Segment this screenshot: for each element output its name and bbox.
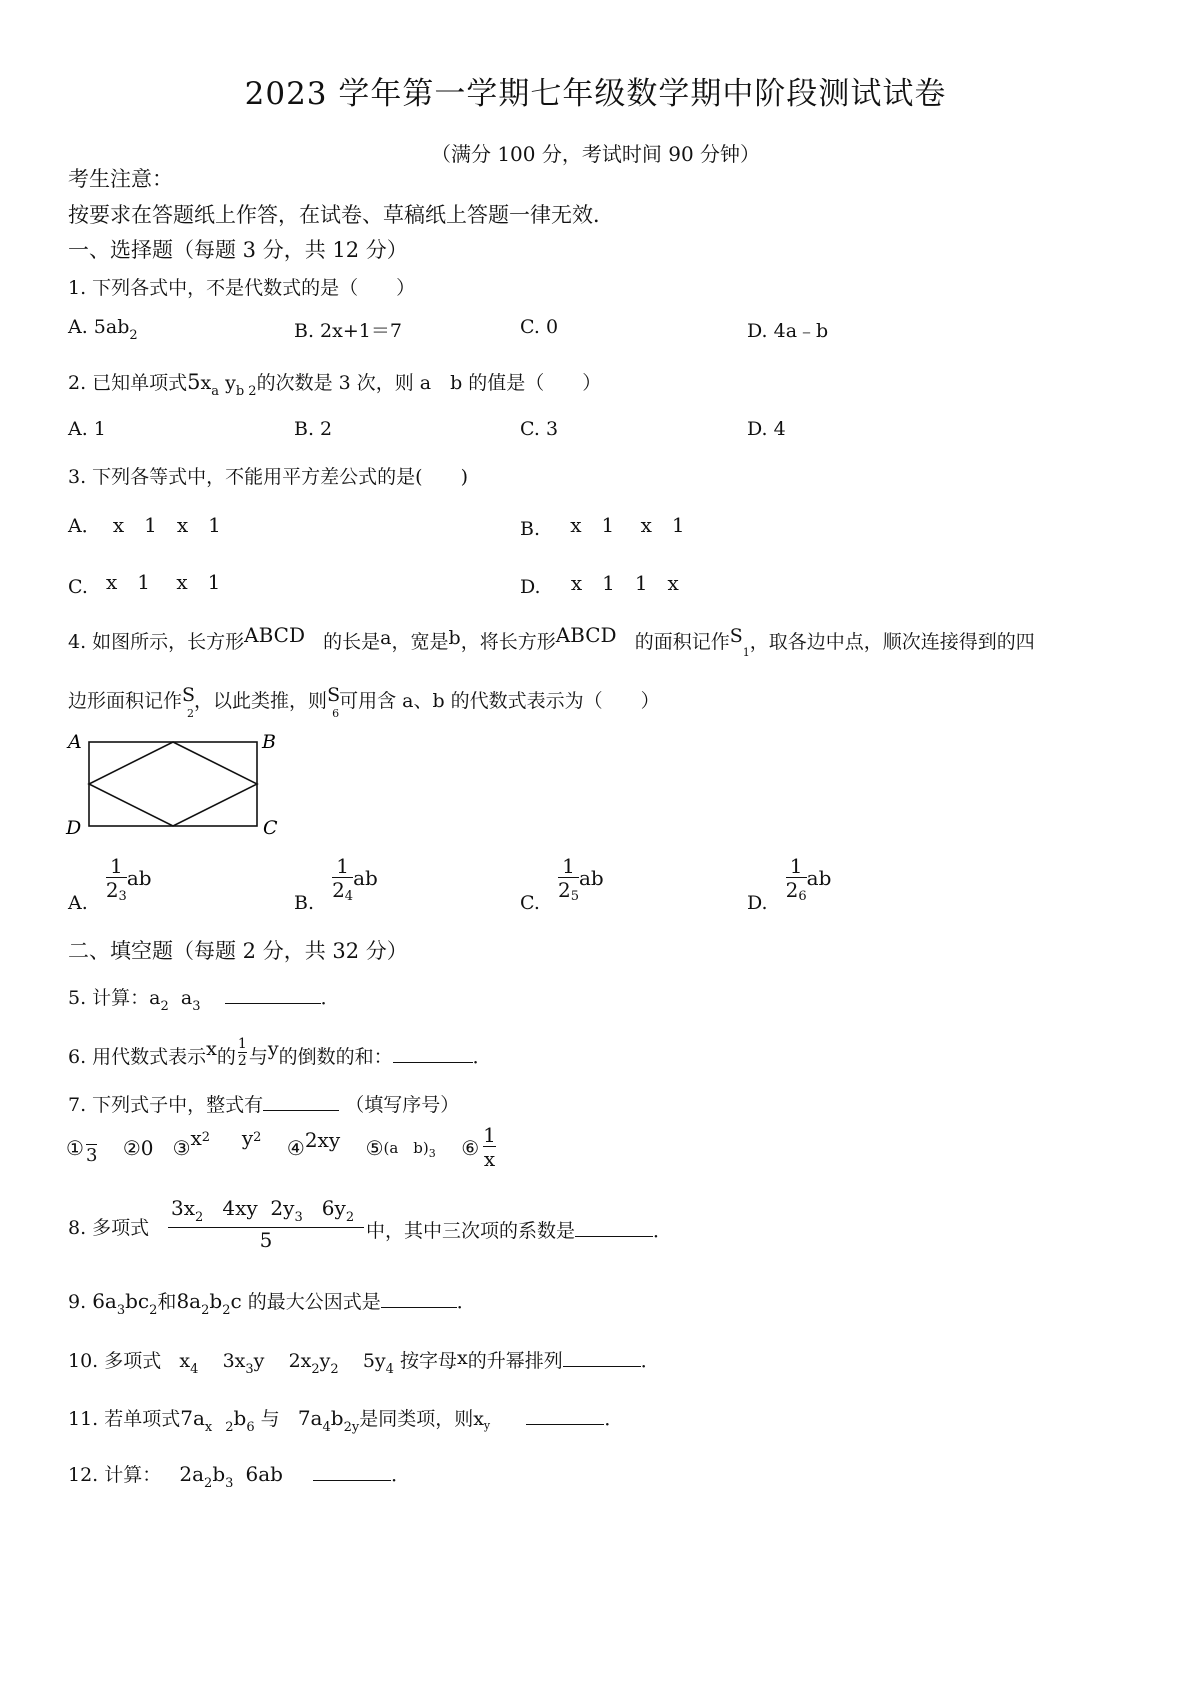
q10-p3e: 2 xyxy=(311,1362,320,1377)
q7-item5-e: 3 xyxy=(428,1147,436,1160)
q11-mid: 与 xyxy=(260,1408,280,1430)
q4-line1 xyxy=(68,623,1035,659)
q8-n1e: 2 xyxy=(195,1210,204,1225)
notice-heading: 考生注意： xyxy=(68,167,173,191)
q4-option-b xyxy=(294,854,378,914)
q12-t1: 2a xyxy=(179,1462,205,1486)
q11-line xyxy=(68,1404,623,1435)
q4-opt-d-tail: ab xyxy=(806,866,832,890)
q3-option-a xyxy=(68,509,221,538)
frac-denominator: 3 xyxy=(85,1145,98,1166)
q7-item3-xe: 2 xyxy=(201,1130,211,1145)
q3-c-label: C. xyxy=(68,576,88,598)
q3-stem: 3. 下列各等式中，不能用平方差公式的是( ) xyxy=(68,466,468,488)
q11-answer-blank[interactable] xyxy=(526,1422,604,1425)
frac-denominator xyxy=(558,878,579,909)
page-title: 2023 学年第一学期七年级数学期中阶段测试试卷 xyxy=(244,76,947,112)
q7-stem xyxy=(68,1090,459,1117)
q10-line xyxy=(68,1346,660,1377)
q7-item3-x: x xyxy=(190,1126,202,1150)
q1-option-d: D. 4a﹣b xyxy=(747,320,829,342)
q4-opt-c-frac xyxy=(558,855,579,909)
q3-d-label: D. xyxy=(520,576,541,598)
q5-prefix: 5. 计算： xyxy=(68,987,150,1009)
q11-t1: 7a xyxy=(180,1406,205,1430)
q10-p2: 3x xyxy=(222,1350,246,1372)
q11-suffix: 是同类项，则 xyxy=(359,1408,474,1430)
q4-text-b: 的长是 xyxy=(323,631,381,653)
q7-item4-marker: ④ xyxy=(286,1136,305,1160)
q4-text-e: 的面积记作 xyxy=(634,631,730,653)
q4-option-d xyxy=(747,854,832,914)
q6-x: x xyxy=(206,1038,217,1060)
q10-p2e: 3 xyxy=(245,1362,254,1377)
q5-line xyxy=(68,983,340,1014)
q4-s1: S xyxy=(729,625,743,647)
q11-end: ． xyxy=(604,1408,624,1430)
q6-suffix: 的倒数的和： xyxy=(278,1046,393,1068)
q4-opt-b-label: B. xyxy=(294,892,315,914)
q4-option-c xyxy=(520,854,604,914)
q6-mid2: 与 xyxy=(248,1046,268,1068)
q2-option-b: B. 2 xyxy=(294,418,333,440)
q4-opt-a-label: A. xyxy=(68,892,88,914)
q4-text-h: ，以此类推，则 xyxy=(194,690,328,712)
q11-t1be: 6 xyxy=(246,1420,255,1435)
q4-b: b xyxy=(448,627,461,649)
q2-stem xyxy=(68,368,601,399)
q6-mid1: 的 xyxy=(216,1046,236,1068)
q11-t2e: 4 xyxy=(322,1420,331,1435)
section1-title: 一、选择题（每题 3 分，共 12 分） xyxy=(68,238,408,262)
q7-item5-expr: (a b) xyxy=(383,1139,429,1157)
notice-text: 按要求在答题纸上作答，在试卷、草稿纸上答题一律无效． xyxy=(68,203,614,227)
q9-end: ． xyxy=(456,1291,476,1313)
q7-item5-marker: ⑤ xyxy=(365,1136,384,1160)
rectangle-abcd xyxy=(89,742,257,826)
frac-numerator: 1 xyxy=(109,854,123,878)
q4-opt-b-tail: ab xyxy=(353,866,378,890)
q5-e2: 3 xyxy=(192,999,201,1014)
q8-n3: 2y xyxy=(270,1196,295,1220)
q2-ysub: b xyxy=(235,384,245,399)
q4-abcd-2: ABCD xyxy=(555,623,617,647)
q4-text-a: 4. 如图所示，长方形 xyxy=(68,631,245,653)
q9-line xyxy=(68,1287,476,1318)
q6-prefix: 6. 用代数式表示 xyxy=(68,1046,207,1068)
q8-prefix: 8. 多项式 xyxy=(68,1217,150,1239)
frac-den-base: 2 xyxy=(785,878,799,902)
q12-end: ． xyxy=(391,1464,411,1486)
inner-rhombus xyxy=(89,742,257,826)
q10-p1e: 4 xyxy=(190,1362,199,1377)
q9-t2b: b xyxy=(209,1289,223,1313)
q4-text-f: ，取各边中点，顺次连接得到的四 xyxy=(749,631,1035,653)
q7-item1-frac xyxy=(86,1124,97,1167)
q12-prefix: 12. 计算： xyxy=(68,1464,162,1486)
frac-numerator: 1 xyxy=(336,854,349,878)
q3-c-expr: x 1 x 1 xyxy=(106,570,221,594)
q8-fraction xyxy=(168,1196,365,1252)
q8-n2: 4xy xyxy=(222,1196,258,1220)
q3-option-c xyxy=(68,570,220,599)
q7-item1-marker: ① xyxy=(66,1136,84,1160)
q11-prefix: 11. 若单项式 xyxy=(68,1408,181,1430)
q7-items xyxy=(66,1124,496,1171)
q3-a-expr: x 1 x 1 xyxy=(112,513,221,537)
q4-text-g: 边形面积记作 xyxy=(68,690,183,712)
q2-xsub: a xyxy=(211,384,220,399)
q4-opt-b-frac xyxy=(332,855,353,909)
q7-item2: ②0 xyxy=(122,1136,154,1160)
q7-item4-expr: 2xy xyxy=(304,1128,341,1152)
q11-x: x xyxy=(473,1408,484,1430)
q8-numerator xyxy=(168,1196,365,1225)
q1-option-b: B. 2x+1＝7 xyxy=(294,320,402,342)
q2-prefix: 2. 已知单项式 xyxy=(68,372,188,394)
q10-answer-blank[interactable] xyxy=(563,1364,641,1367)
frac-numerator: 1 xyxy=(789,854,803,878)
q2-coef: 5 xyxy=(187,370,201,394)
vertex-label-d: D xyxy=(66,817,82,839)
page-subtitle: （满分 100 分，考试时间 90 分钟） xyxy=(430,142,761,166)
q4-text-c: ，宽是 xyxy=(391,631,449,653)
q3-d-expr: x 1 1 x xyxy=(570,571,679,595)
q5-e1: 2 xyxy=(160,999,169,1014)
vertex-label-a: A xyxy=(68,731,82,753)
q4-opt-d-frac xyxy=(786,855,807,909)
frac-denominator xyxy=(332,878,353,909)
q12-answer-blank[interactable] xyxy=(313,1478,391,1481)
q2-sub2: 2 xyxy=(248,384,257,399)
q6-end: ． xyxy=(472,1046,492,1068)
q4-opt-a-frac xyxy=(106,855,127,909)
q5-a2: a xyxy=(180,987,193,1009)
q8-answer-blank[interactable] xyxy=(575,1234,653,1237)
vertex-label-b: B xyxy=(262,731,276,753)
q1-option-c: C. 0 xyxy=(520,316,559,338)
q4-opt-c-label: C. xyxy=(520,892,540,914)
q8-suffix-text: 中，其中三次项的系数是 xyxy=(366,1220,576,1242)
q3-option-b xyxy=(520,512,685,541)
q1-option-a-sub: 2 xyxy=(129,328,138,343)
frac-denominator xyxy=(106,878,127,909)
q2-x: x xyxy=(200,372,212,394)
frac-denominator: x xyxy=(483,1147,496,1171)
q7-stem-b: （填写序号） xyxy=(345,1094,460,1116)
q6-answer-blank[interactable] xyxy=(393,1060,473,1063)
q7-stem-a: 7. 下列式子中，整式有 xyxy=(68,1094,264,1116)
q9-mid: 和 xyxy=(157,1291,177,1313)
q8-suffix xyxy=(366,1216,672,1243)
q2-option-c: C. 3 xyxy=(520,418,559,440)
q9-prefix: 9. xyxy=(68,1291,87,1313)
q4-s6-sub: 6 xyxy=(332,707,340,720)
q4-opt-c-tail: ab xyxy=(578,866,604,890)
q9-t2c: 2 xyxy=(222,1303,231,1318)
q10-x: x xyxy=(457,1347,468,1369)
q8-n3e: 3 xyxy=(294,1210,303,1225)
q5-answer-blank[interactable] xyxy=(225,1001,321,1004)
q3-a-label: A． xyxy=(68,515,101,537)
q11-t1b: b xyxy=(233,1406,247,1430)
q9-t1b: bc xyxy=(125,1289,150,1313)
q10-prefix: 10. 多项式 xyxy=(68,1350,162,1372)
q5-a1: a xyxy=(149,987,161,1009)
q4-s2: S xyxy=(182,684,196,706)
q10-p2y: y xyxy=(253,1350,265,1372)
q10-p3y: y xyxy=(319,1350,331,1372)
q8-n4: 6y xyxy=(321,1196,346,1220)
q12-t2: 6ab xyxy=(245,1462,283,1486)
q4-s1-sub: 1 xyxy=(742,646,750,659)
q4-s6: S xyxy=(327,684,341,706)
q10-p4: 5y xyxy=(362,1350,386,1372)
q6-line xyxy=(68,1036,492,1069)
q9-t1c: 2 xyxy=(149,1303,158,1318)
q7-item6-marker: ⑥ xyxy=(461,1136,480,1160)
vertex-label-c: C xyxy=(263,817,278,839)
section2-title: 二、填空题（每题 2 分，共 32 分） xyxy=(68,939,408,963)
q4-text-i: 可用含 a、b 的代数式表示为（ ） xyxy=(339,690,660,712)
q4-a: a xyxy=(380,627,392,649)
frac-numerator: 1 xyxy=(562,854,575,878)
q7-answer-blank[interactable] xyxy=(263,1108,339,1111)
q9-t2: 8a xyxy=(176,1289,202,1313)
frac-denominator: 2 xyxy=(237,1053,247,1069)
q8-n1: 3x xyxy=(171,1196,196,1220)
q9-t2a: 2 xyxy=(201,1303,210,1318)
q1-option-a-text: A. 5ab xyxy=(68,316,130,338)
frac-den-base: 2 xyxy=(105,878,119,902)
frac-numerator: 1 xyxy=(237,1036,247,1052)
q7-item6-frac xyxy=(483,1124,496,1171)
rectangle-figure xyxy=(60,728,290,843)
q4-option-a xyxy=(68,854,152,914)
frac-denominator xyxy=(786,878,807,909)
frac-den-exp: 5 xyxy=(570,889,579,904)
q12-t1e: 2 xyxy=(204,1476,213,1491)
q4-abcd-1: ABCD xyxy=(244,623,306,647)
q9-suffix: 的最大公因式是 xyxy=(247,1291,381,1313)
q11-t2: 7a xyxy=(297,1406,323,1430)
q8-n4e: 2 xyxy=(345,1210,355,1225)
q3-b-label: B. xyxy=(520,518,541,540)
q10-suffix: 的升幂排列 xyxy=(467,1350,563,1372)
q1-stem: 1. 下列各式中，不是代数式的是（ ） xyxy=(68,277,416,299)
q11-t1e: x 2 xyxy=(204,1420,234,1435)
q7-item3-ye: 2 xyxy=(253,1130,262,1145)
q10-p3: 2x xyxy=(288,1350,312,1372)
frac-den-base: 2 xyxy=(557,878,571,902)
q11-y: y xyxy=(483,1419,491,1432)
q3-option-d xyxy=(520,570,679,599)
q9-t2d: c xyxy=(230,1289,242,1313)
q4-text-d: ，将长方形 xyxy=(460,631,556,653)
q6-frac xyxy=(238,1036,247,1069)
q4-line2 xyxy=(68,684,660,720)
frac-numerator: 1 xyxy=(483,1123,496,1147)
q3-b-expr: x 1 x 1 xyxy=(570,513,685,537)
frac-den-exp: 4 xyxy=(344,889,354,904)
q2-option-a: A. 1 xyxy=(68,418,106,440)
q8-denominator: 5 xyxy=(259,1228,273,1252)
q6-y: y xyxy=(267,1038,279,1060)
q11-t2b: b xyxy=(330,1406,344,1430)
q10-p4e: 4 xyxy=(385,1362,394,1377)
q2-option-d: D. 4 xyxy=(747,418,786,440)
q9-answer-blank[interactable] xyxy=(381,1305,457,1308)
q9-t1a: 3 xyxy=(116,1303,126,1318)
q5-end: ． xyxy=(320,987,340,1009)
q2-suffix: 的次数是 3 次，则 a b 的值是（ ） xyxy=(256,372,602,394)
q12-line xyxy=(68,1460,410,1491)
q12-t1be: 3 xyxy=(225,1476,234,1491)
q7-item3-marker: ③ xyxy=(172,1136,191,1160)
q10-p1: x xyxy=(179,1350,191,1372)
q4-opt-a-tail: ab xyxy=(126,866,152,890)
q10-p3ye: 2 xyxy=(330,1362,339,1377)
frac-den-exp: 6 xyxy=(798,889,807,904)
q10-end: ． xyxy=(640,1350,660,1372)
frac-den-base: 2 xyxy=(332,878,345,902)
frac-den-exp: 3 xyxy=(118,889,127,904)
q4-opt-d-label: D. xyxy=(747,892,768,914)
q2-y: y xyxy=(225,372,236,394)
q12-t1b: b xyxy=(212,1462,226,1486)
q11-t2be: 2y xyxy=(343,1420,360,1435)
q8-end: ． xyxy=(653,1220,673,1242)
q4-s2-sub: 2 xyxy=(187,707,195,720)
q7-item3-y: y xyxy=(241,1126,254,1150)
q9-t1: 6a xyxy=(92,1289,117,1313)
q10-mid: 按字母 xyxy=(400,1350,458,1372)
q1-option-a xyxy=(68,316,138,343)
